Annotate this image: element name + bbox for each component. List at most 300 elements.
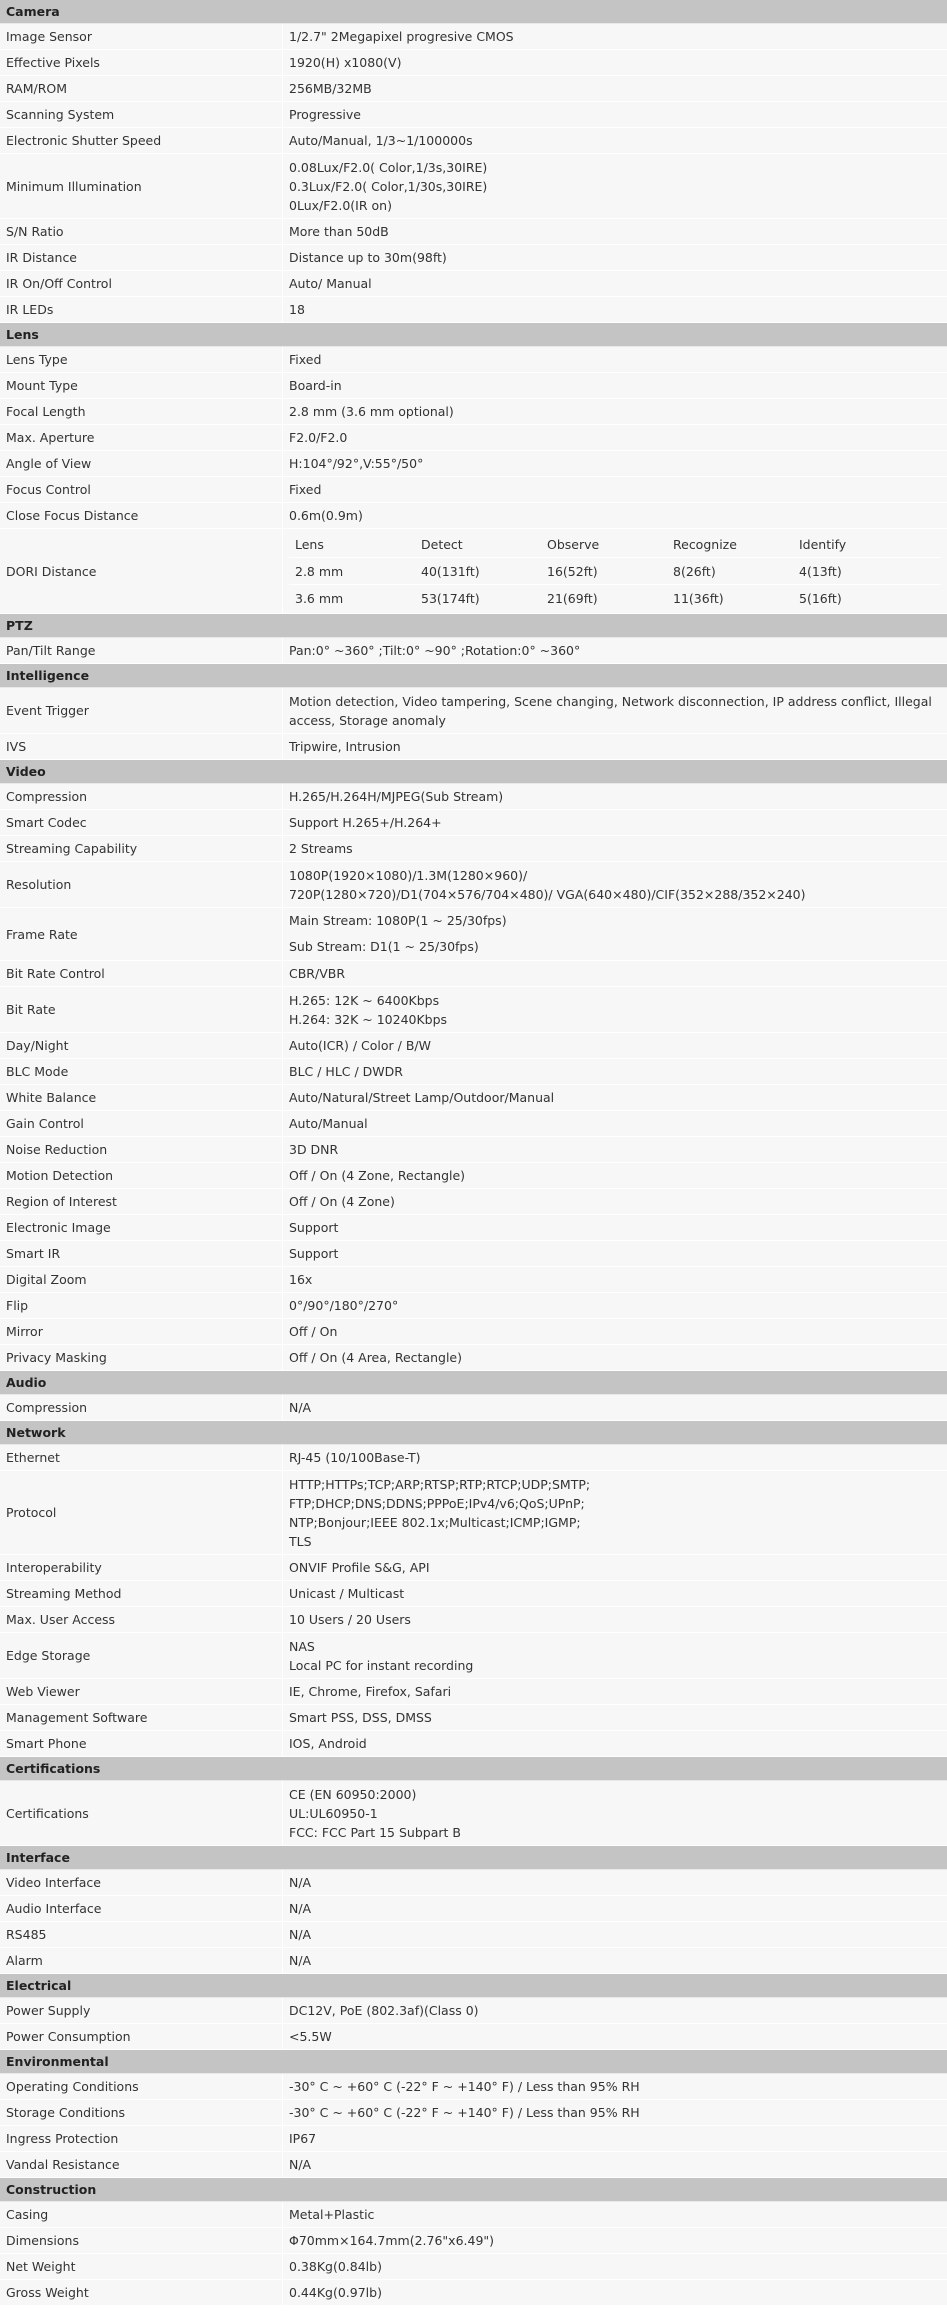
spec-value-line: FCC: FCC Part 15 Subpart B: [289, 1824, 461, 1840]
spec-value: [282, 1033, 947, 1058]
spec-value-line: IE, Chrome, Firefox, Safari: [289, 1684, 452, 1699]
spec-value-line: N/A: [289, 1400, 312, 1415]
spec-label: Bit Rate Control: [0, 961, 282, 986]
spec-value-line: 10 Users / 20 Users: [289, 1612, 411, 1627]
spec-value-line: Board-in: [289, 378, 342, 393]
spec-value: [282, 1395, 947, 1420]
section-header-video: Video: [0, 760, 947, 784]
spec-value-line: 0.6m(0.9m): [289, 508, 363, 523]
spec-label: RS485: [0, 1922, 282, 1947]
spec-label: IR On/Off Control: [0, 271, 282, 296]
section-header-electrical: Electrical: [0, 1974, 947, 1998]
spec-value-line: 18: [289, 302, 305, 317]
spec-row: [0, 1705, 947, 1731]
spec-value: [282, 1111, 947, 1136]
spec-value: [282, 347, 947, 372]
section-header-lens: Lens: [0, 323, 947, 347]
section-header-environmental: Environmental: [0, 2050, 947, 2074]
spec-value: [282, 1471, 947, 1554]
dori-table-cell: 53(174ft): [421, 590, 480, 606]
spec-label: Web Viewer: [0, 1679, 282, 1704]
spec-value: [282, 1241, 947, 1266]
spec-label: Video Interface: [0, 1870, 282, 1895]
spec-value: [282, 1581, 947, 1606]
spec-row: [0, 1896, 947, 1922]
spec-value-line: Auto/Manual, 1/3~1/100000s: [289, 133, 473, 148]
spec-row: [0, 245, 947, 271]
spec-value: [282, 1085, 947, 1110]
spec-label: Focus Control: [0, 477, 282, 502]
spec-value: [282, 219, 947, 244]
spec-value-line: CE (EN 60950:2000): [289, 1786, 417, 1802]
spec-row: [0, 961, 947, 987]
spec-label: Streaming Method: [0, 1581, 282, 1606]
spec-label: Net Weight: [0, 2254, 282, 2279]
spec-value: [282, 76, 947, 101]
spec-row: [0, 1781, 947, 1846]
spec-row: [0, 297, 947, 323]
spec-label: Digital Zoom: [0, 1267, 282, 1292]
spec-value: [282, 50, 947, 75]
spec-value-line: H.265: 12K ~ 6400Kbps: [289, 992, 440, 1008]
section-header-intelligence: Intelligence: [0, 664, 947, 688]
spec-label: Minimum Illumination: [0, 154, 282, 218]
spec-row: [0, 2152, 947, 2178]
section-header-construction: Construction: [0, 2178, 947, 2202]
spec-value: [282, 1870, 947, 1895]
spec-row: [0, 2228, 947, 2254]
spec-row: [0, 425, 947, 451]
spec-value: [282, 1731, 947, 1756]
spec-row: [0, 1870, 947, 1896]
spec-value: [282, 451, 947, 476]
spec-row: [0, 862, 947, 908]
spec-value-line: Off / On (4 Area, Rectangle): [289, 1350, 463, 1365]
spec-row: [0, 1137, 947, 1163]
spec-value-line: -30° C ~ +60° C (-22° F ~ +140° F) / Less than 95% RH: [289, 2105, 640, 2120]
spec-value: [282, 297, 947, 322]
spec-value-line: Support: [289, 1220, 339, 1235]
spec-value-line: RJ-45 (10/100Base-T): [289, 1450, 421, 1465]
spec-value: [282, 1445, 947, 1470]
spec-row: [0, 1922, 947, 1948]
spec-value-line: NTP;Bonjour;IEEE 802.1x;Multicast;ICMP;IGMP;: [289, 1514, 581, 1530]
dori-table-cell: Observe: [547, 536, 600, 552]
spec-value: [282, 1215, 947, 1240]
dori-table-cell: Identify: [799, 536, 847, 552]
spec-value-line: Support: [289, 1246, 339, 1261]
spec-value: [282, 2074, 947, 2099]
spec-label: Resolution: [0, 862, 282, 907]
spec-value-line: ONVIF Profile S&G, API: [289, 1560, 430, 1575]
spec-label: Day/Night: [0, 1033, 282, 1058]
spec-row: [0, 1241, 947, 1267]
spec-row: [0, 1555, 947, 1581]
spec-row: [0, 987, 947, 1033]
spec-label: Power Consumption: [0, 2024, 282, 2049]
spec-value: [282, 1163, 947, 1188]
spec-label: Ingress Protection: [0, 2126, 282, 2151]
spec-value-line: Off / On (4 Zone, Rectangle): [289, 1168, 466, 1183]
spec-row: [0, 373, 947, 399]
dori-table-cell: Recognize: [673, 536, 737, 552]
spec-value: [282, 245, 947, 270]
spec-label: Audio Interface: [0, 1896, 282, 1921]
spec-row: [0, 1607, 947, 1633]
spec-label: S/N Ratio: [0, 219, 282, 244]
spec-value: [282, 1059, 947, 1084]
spec-value-line: 0.38Kg(0.84lb): [289, 2259, 382, 2274]
spec-value-line: Fixed: [289, 352, 322, 367]
spec-value-line: 0°/90°/180°/270°: [289, 1298, 399, 1313]
dori-table-cell: 4(13ft): [799, 563, 842, 579]
spec-row: [0, 1267, 947, 1293]
spec-row: [0, 219, 947, 245]
spec-label: Alarm: [0, 1948, 282, 1973]
dori-table-row: [289, 558, 941, 585]
spec-label: IR Distance: [0, 245, 282, 270]
dori-table-cell: 3.6 mm: [295, 590, 344, 606]
spec-label: Casing: [0, 2202, 282, 2227]
spec-value-line: H.264: 32K ~ 10240Kbps: [289, 1011, 448, 1027]
spec-label: Power Supply: [0, 1998, 282, 2023]
spec-row: [0, 128, 947, 154]
spec-value-line: CBR/VBR: [289, 966, 346, 981]
spec-row: [0, 1948, 947, 1974]
spec-label: Max. User Access: [0, 1607, 282, 1632]
spec-row: [0, 271, 947, 297]
spec-label: IVS: [0, 734, 282, 759]
spec-label: Event Trigger: [0, 688, 282, 733]
spec-value-line: Off / On (4 Zone): [289, 1194, 395, 1209]
spec-row: [0, 477, 947, 503]
spec-label: Gross Weight: [0, 2280, 282, 2305]
spec-value-line: <5.5W: [289, 2029, 332, 2044]
spec-value-line: H.265/H.264H/MJPEG(Sub Stream): [289, 789, 504, 804]
spec-row: [0, 1319, 947, 1345]
spec-value-line: DC12V, PoE (802.3af)(Class 0): [289, 2003, 479, 2018]
spec-value: [282, 1705, 947, 1730]
spec-value: [282, 271, 947, 296]
spec-value-line: 1080P(1920×1080)/1.3M(1280×960)/: [289, 867, 528, 883]
spec-value: [282, 1555, 947, 1580]
spec-value-line: Main Stream: 1080P(1 ~ 25/30fps): [289, 913, 507, 928]
spec-value: [282, 734, 947, 759]
spec-value-line: 256MB/32MB: [289, 81, 372, 96]
spec-value: [282, 2024, 947, 2049]
section-header-camera: Camera: [0, 0, 947, 24]
spec-value-line: Auto(ICR) / Color / B/W: [289, 1038, 431, 1053]
spec-value-line: Auto/ Manual: [289, 276, 372, 291]
spec-label: Compression: [0, 784, 282, 809]
spec-value-line: N/A: [289, 1953, 312, 1968]
spec-label: Image Sensor: [0, 24, 282, 49]
dori-table-cell: 11(36ft): [673, 590, 724, 606]
spec-value: [282, 2100, 947, 2125]
section-header-interface: Interface: [0, 1846, 947, 1870]
spec-row: [0, 688, 947, 734]
dori-table-cell: Lens: [295, 536, 324, 552]
spec-label: Dimensions: [0, 2228, 282, 2253]
spec-value-line: -30° C ~ +60° C (-22° F ~ +140° F) / Less than 95% RH: [289, 2079, 640, 2094]
spec-row: [0, 1581, 947, 1607]
spec-value-line: Sub Stream: D1(1 ~ 25/30fps): [289, 939, 479, 954]
spec-value: [282, 688, 947, 733]
spec-label: Interoperability: [0, 1555, 282, 1580]
spec-value: [282, 128, 947, 153]
spec-value: [282, 1781, 947, 1845]
spec-value: [282, 1607, 947, 1632]
spec-label: Vandal Resistance: [0, 2152, 282, 2177]
spec-value: [282, 810, 947, 835]
spec-label: Smart IR: [0, 1241, 282, 1266]
spec-value: [282, 1633, 947, 1678]
spec-row: [0, 102, 947, 128]
spec-label: Smart Codec: [0, 810, 282, 835]
spec-row: [0, 1085, 947, 1111]
spec-value-line: N/A: [289, 1875, 312, 1890]
spec-value-line: 0.44Kg(0.97lb): [289, 2285, 382, 2300]
spec-row: [0, 1679, 947, 1705]
spec-value-line: More than 50dB: [289, 224, 389, 239]
spec-row: [0, 1345, 947, 1371]
spec-row: [0, 1395, 947, 1421]
spec-value-line: NAS: [289, 1638, 315, 1654]
dori-table-row: [289, 531, 941, 558]
spec-row: [0, 1059, 947, 1085]
spec-row: [0, 2254, 947, 2280]
spec-value: [282, 2202, 947, 2227]
spec-value-line: Auto/Manual: [289, 1116, 368, 1131]
spec-value: [282, 1948, 947, 1973]
spec-row: [0, 2202, 947, 2228]
spec-row: [0, 1033, 947, 1059]
spec-label: Management Software: [0, 1705, 282, 1730]
dori-table-cell: 8(26ft): [673, 563, 716, 579]
spec-row: [0, 1445, 947, 1471]
spec-label: Frame Rate: [0, 908, 282, 960]
spec-value-line: Pan:0° ~360° ;Tilt:0° ~90° ;Rotation:0° ~360°: [289, 643, 581, 658]
spec-label: Angle of View: [0, 451, 282, 476]
spec-label: White Balance: [0, 1085, 282, 1110]
spec-value-line: Unicast / Multicast: [289, 1586, 405, 1601]
spec-row: [0, 1189, 947, 1215]
spec-row: [0, 2100, 947, 2126]
spec-label: Flip: [0, 1293, 282, 1318]
dori-table-cell: 16(52ft): [547, 563, 598, 579]
spec-row: [0, 2074, 947, 2100]
spec-row: [0, 810, 947, 836]
section-header-certifications: Certifications: [0, 1757, 947, 1781]
dori-table-cell: 21(69ft): [547, 590, 598, 606]
section-header-audio: Audio: [0, 1371, 947, 1395]
spec-row: [0, 50, 947, 76]
spec-value-line: 0Lux/F2.0(IR on): [289, 197, 392, 213]
spec-row: [0, 24, 947, 50]
spec-label: Focal Length: [0, 399, 282, 424]
spec-value: [282, 2254, 947, 2279]
spec-value-line: IOS, Android: [289, 1736, 367, 1751]
spec-value-line: 0.3Lux/F2.0( Color,1/30s,30IRE): [289, 178, 488, 194]
spec-row: [0, 503, 947, 529]
spec-value: [282, 102, 947, 127]
spec-value-line: 0.08Lux/F2.0( Color,1/3s,30IRE): [289, 159, 488, 175]
spec-value-line: Auto/Natural/Street Lamp/Outdoor/Manual: [289, 1090, 555, 1105]
dori-table-cell: 40(131ft): [421, 563, 480, 579]
spec-row: [0, 1471, 947, 1555]
spec-value: [282, 529, 947, 613]
dori-table-cell: Detect: [421, 536, 463, 552]
spec-value: [282, 1922, 947, 1947]
spec-value: [282, 399, 947, 424]
spec-label: Edge Storage: [0, 1633, 282, 1678]
spec-value-line: TLS: [289, 1533, 312, 1549]
spec-value: [282, 836, 947, 861]
spec-label: Electronic Shutter Speed: [0, 128, 282, 153]
spec-label: BLC Mode: [0, 1059, 282, 1084]
spec-label: DORI Distance: [0, 529, 282, 613]
spec-value-line: 2.8 mm (3.6 mm optional): [289, 404, 454, 419]
spec-label: Certifications: [0, 1781, 282, 1845]
spec-value-line: 1/2.7" 2Megapixel progresive CMOS: [289, 29, 514, 44]
spec-row: [0, 1163, 947, 1189]
spec-value-line: N/A: [289, 1927, 312, 1942]
spec-value-line: Metal+Plastic: [289, 2207, 375, 2222]
dori-table-cell: 2.8 mm: [295, 563, 344, 579]
spec-row: [0, 2126, 947, 2152]
spec-label: Protocol: [0, 1471, 282, 1554]
spec-value: [282, 1293, 947, 1318]
spec-label: Operating Conditions: [0, 2074, 282, 2099]
spec-value-line: Tripwire, Intrusion: [289, 739, 401, 754]
spec-value-line: 16x: [289, 1272, 313, 1287]
spec-value: [282, 1267, 947, 1292]
spec-value-line: Φ70mm×164.7mm(2.76"x6.49"): [289, 2233, 495, 2248]
spec-value: [282, 1189, 947, 1214]
dori-table-cell: 5(16ft): [799, 590, 842, 606]
spec-value-line: Smart PSS, DSS, DMSS: [289, 1710, 432, 1725]
spec-value-line: 3D DNR: [289, 1142, 339, 1157]
spec-row: [0, 836, 947, 862]
spec-value: [282, 908, 947, 960]
spec-value: [282, 2152, 947, 2177]
spec-value: [282, 2228, 947, 2253]
spec-value: [282, 373, 947, 398]
spec-value-line: H:104°/92°,V:55°/50°: [289, 456, 424, 471]
spec-value: [282, 477, 947, 502]
spec-value-line: Support H.265+/H.264+: [289, 815, 442, 830]
spec-row: [0, 347, 947, 373]
spec-label: Close Focus Distance: [0, 503, 282, 528]
spec-value: [282, 24, 947, 49]
spec-row: [0, 399, 947, 425]
section-header-network: Network: [0, 1421, 947, 1445]
spec-value: [282, 2126, 947, 2151]
spec-row: [0, 1633, 947, 1679]
spec-value: [282, 2280, 947, 2305]
spec-row: [0, 2280, 947, 2306]
spec-label: RAM/ROM: [0, 76, 282, 101]
spec-label: Region of Interest: [0, 1189, 282, 1214]
spec-value: [282, 1896, 947, 1921]
spec-value-line: N/A: [289, 1901, 312, 1916]
spec-value-line: BLC / HLC / DWDR: [289, 1064, 403, 1079]
spec-value-line: FTP;DHCP;DNS;DDNS;PPPoE;IPv4/v6;QoS;UPnP;: [289, 1495, 585, 1511]
spec-label: Electronic Image: [0, 1215, 282, 1240]
spec-row: [0, 638, 947, 664]
spec-label: Lens Type: [0, 347, 282, 372]
spec-value: [282, 784, 947, 809]
spec-value: [282, 154, 947, 218]
spec-value-line: HTTP;HTTPs;TCP;ARP;RTSP;RTP;RTCP;UDP;SMTP;: [289, 1476, 591, 1492]
spec-row: [0, 2024, 947, 2050]
spec-row: [0, 1293, 947, 1319]
spec-label: Mount Type: [0, 373, 282, 398]
spec-value: [282, 425, 947, 450]
spec-label: Pan/Tilt Range: [0, 638, 282, 663]
spec-row: [0, 76, 947, 102]
spec-value: [282, 1137, 947, 1162]
spec-value-line: 2 Streams: [289, 841, 353, 856]
spec-row: [0, 1998, 947, 2024]
spec-value-line: Fixed: [289, 482, 322, 497]
spec-value: [282, 503, 947, 528]
spec-label: Compression: [0, 1395, 282, 1420]
spec-value: [282, 1345, 947, 1370]
spec-row: [0, 529, 947, 614]
spec-row: [0, 154, 947, 219]
spec-label: Mirror: [0, 1319, 282, 1344]
spec-label: Motion Detection: [0, 1163, 282, 1188]
spec-label: IR LEDs: [0, 297, 282, 322]
spec-label: Ethernet: [0, 1445, 282, 1470]
spec-value-line: access, Storage anomaly: [289, 712, 446, 728]
spec-value: [282, 1679, 947, 1704]
spec-value: [282, 862, 947, 907]
spec-value: [282, 1319, 947, 1344]
spec-label: Storage Conditions: [0, 2100, 282, 2125]
spec-row: [0, 734, 947, 760]
spec-value-line: Local PC for instant recording: [289, 1657, 474, 1673]
spec-label: Effective Pixels: [0, 50, 282, 75]
spec-value-line: Distance up to 30m(98ft): [289, 250, 447, 265]
spec-row: [0, 1215, 947, 1241]
spec-label: Scanning System: [0, 102, 282, 127]
spec-row: [0, 1111, 947, 1137]
spec-row: [0, 908, 947, 961]
spec-value-line: N/A: [289, 2157, 312, 2172]
spec-value: [282, 987, 947, 1032]
spec-label: Noise Reduction: [0, 1137, 282, 1162]
spec-value-line: UL:UL60950-1: [289, 1805, 378, 1821]
spec-value-line: F2.0/F2.0: [289, 430, 348, 445]
spec-label: Max. Aperture: [0, 425, 282, 450]
spec-row: [0, 451, 947, 477]
section-header-ptz: PTZ: [0, 614, 947, 638]
spec-value-line: 1920(H) x1080(V): [289, 55, 402, 70]
spec-value-line: IP67: [289, 2131, 317, 2146]
spec-value-line: Off / On: [289, 1324, 338, 1339]
spec-value-line: Motion detection, Video tampering, Scene changing, Network disconnection, IP address conflict, Illegal: [289, 693, 932, 709]
spec-value-line: Progressive: [289, 107, 361, 122]
spec-value-line: 720P(1280×720)/D1(704×576/704×480)/ VGA(640×480)/CIF(352×288/352×240): [289, 886, 806, 902]
spec-label: Smart Phone: [0, 1731, 282, 1756]
dori-table-row: [289, 585, 941, 611]
spec-row: [0, 1731, 947, 1757]
spec-label: Privacy Masking: [0, 1345, 282, 1370]
spec-value: [282, 1998, 947, 2023]
spec-label: Streaming Capability: [0, 836, 282, 861]
